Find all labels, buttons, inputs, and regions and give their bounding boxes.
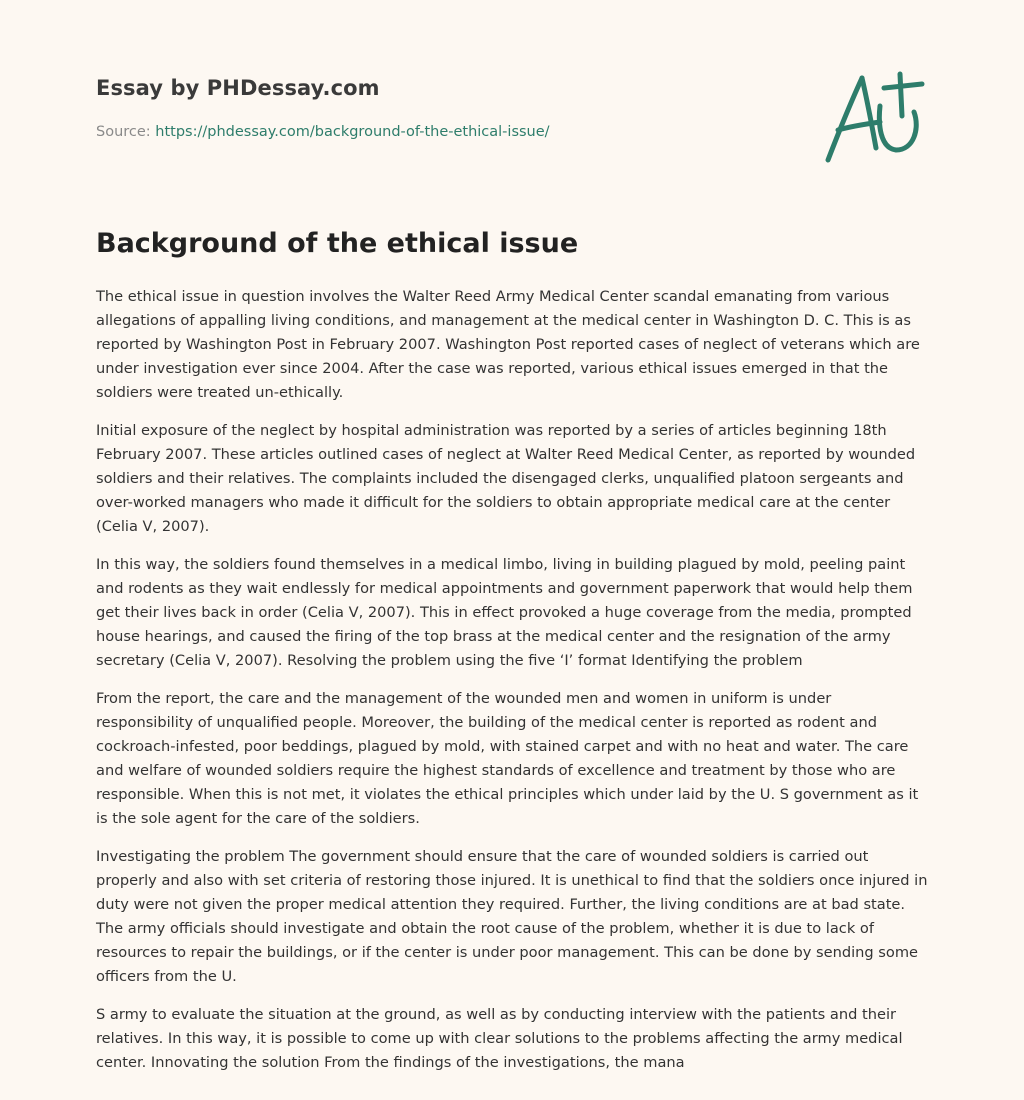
paragraph: Investigating the problem The government should ensure that the care of wounded soldiers is carried out properly and also with set criteria of restoring those injured. It is unethical to find that the soldiers once injured in duty were not given the proper medical attention they required. Further, the living conditions are at bad state. The army officials should investigate and obtain the root cause of the problem, whether it is due to lack of resources to repair the buildings, or if the center is under poor management. This can be done by sending some officers from the U. bbox=[96, 848, 928, 985]
a-plus-logo-icon bbox=[818, 64, 930, 168]
paragraph: In this way, the soldiers found themselves in a medical limbo, living in building plagued by mold, peeling paint and rodents as they wait endlessly for medical appointments and government paperwork that would help them get their lives back in order (Celia V, 2007). This in effect provoked a huge coverage from the media, prompted house hearings, and caused the firing of the top brass at the medical center and the resignation of the army secretary (Celia V, 2007). Resolving the problem using the five ‘I’ format Identifying the problem bbox=[96, 556, 913, 669]
paragraph: S army to evaluate the situation at the ground, as well as by conducting interview with the patients and their relatives. In this way, it is possible to come up with clear solutions to the problems affecting the army medical center. Innovating the solution From the findings of the investigations, the mana bbox=[96, 1006, 903, 1071]
paragraph: From the report, the care and the management of the wounded men and women in uniform is under responsibility of unqualified people. Moreover, the building of the medical center is reported as rodent and cockroach-infested, poor beddings, plagued by mold, with stained carpet and with no heat and water. The care and welfare of wounded soldiers require the highest standards of excellence and treatment by those who are responsible. When this is not met, it violates the ethical principles which under laid by the U. S government as it is the sole agent for the care of the soldiers. bbox=[96, 690, 919, 827]
source-line bbox=[96, 124, 550, 140]
paragraph: The ethical issue in question involves the Walter Reed Army Medical Center scandal emanating from various allegations of appalling living conditions, and management at the medical center in Washington D. C. This is as reported by Washington Post in February 2007. Washington Post reported cases of neglect of veterans which are under investigation ever since 2004. After the case was reported, various ethical issues emerged in that the soldiers were treated un-ethically. bbox=[96, 288, 920, 401]
site-title: Essay by PHDessay.com bbox=[96, 76, 380, 100]
essay-body bbox=[96, 285, 928, 1089]
essay-title: Background of the ethical issue bbox=[96, 228, 579, 259]
paragraph: Initial exposure of the neglect by hospital administration was reported by a series of articles beginning 18th February 2007. These articles outlined cases of neglect at Walter Reed Medical Center, as reported by wounded soldiers and their relatives. The complaints included the disengaged clerks, unqualified platoon sergeants and over-worked managers who made it difficult for the soldiers to obtain appropriate medical care at the center (Celia V, 2007). bbox=[96, 422, 916, 535]
source-link[interactable]: https://phdessay.com/background-of-the-ethical-issue/ bbox=[155, 124, 550, 140]
source-label: Source: bbox=[96, 124, 156, 140]
